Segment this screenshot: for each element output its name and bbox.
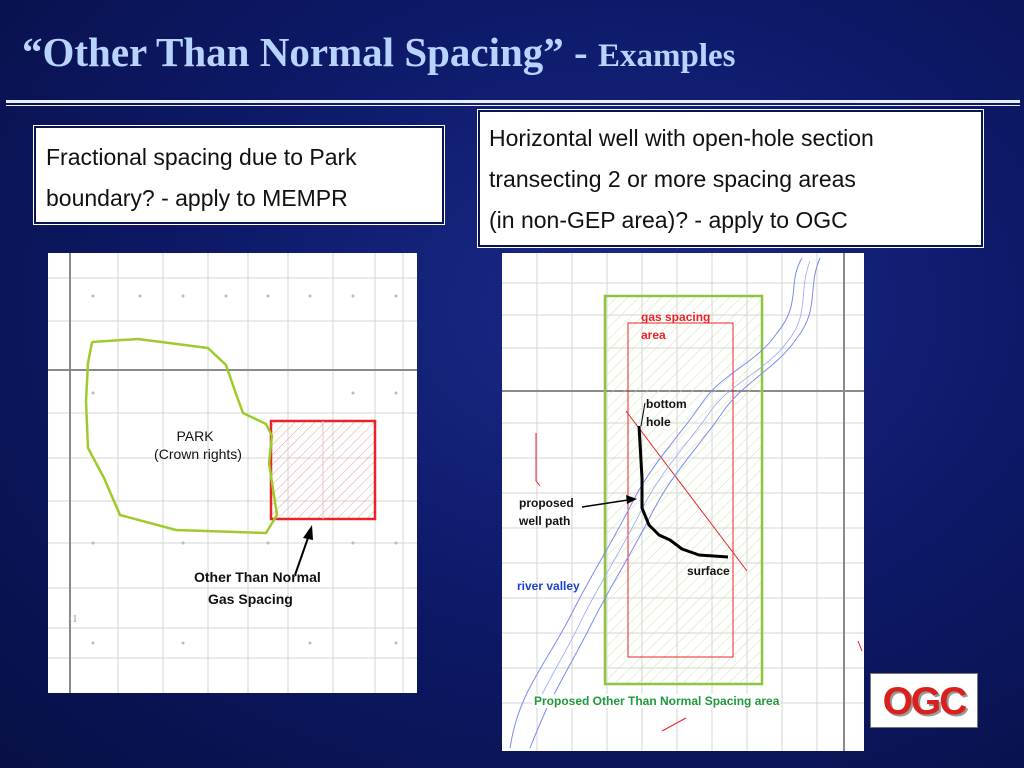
spacing-pointer-arrowhead bbox=[303, 525, 313, 540]
title-main: “Other Than Normal Spacing” - bbox=[22, 29, 598, 75]
callout-fractional-spacing bbox=[34, 126, 444, 224]
gas-spacing-label-line-1: gas spacing bbox=[641, 310, 711, 324]
ogc-logo bbox=[870, 673, 978, 728]
callout-left-line-2: boundary? - apply to MEMPR bbox=[46, 185, 348, 211]
park-label-name: PARK bbox=[176, 428, 214, 444]
spacing-label-line-2: Gas Spacing bbox=[208, 591, 293, 607]
callout-right-line-2: transecting 2 or more spacing areas bbox=[489, 166, 856, 192]
slide-title bbox=[22, 29, 736, 75]
park-label bbox=[154, 427, 242, 463]
park-label-rights: (Crown rights) bbox=[154, 446, 242, 462]
well-path-label-line-2: well path bbox=[519, 514, 571, 528]
gas-spacing-label bbox=[641, 308, 710, 344]
ogc-logo-text: OGC bbox=[882, 680, 966, 723]
bottom-hole-label bbox=[646, 395, 687, 431]
map-corner-number: 11 bbox=[67, 613, 78, 625]
title-sub: Examples bbox=[597, 38, 736, 74]
surface-label: surface bbox=[687, 564, 730, 578]
callout-right-line-1: Horizontal well with open-hole section bbox=[489, 125, 874, 151]
park-map-graphic bbox=[48, 253, 417, 693]
bottom-hole-label-line-2: hole bbox=[646, 415, 671, 429]
park-boundary-map bbox=[48, 253, 417, 693]
callout-left-line-1: Fractional spacing due to Park bbox=[46, 144, 357, 170]
title-divider bbox=[6, 100, 1020, 103]
well-path-label bbox=[519, 494, 574, 530]
horizontal-well-map bbox=[502, 253, 864, 751]
well-path-label-line-1: proposed bbox=[519, 496, 574, 510]
callout-horizontal-well bbox=[478, 110, 983, 247]
spacing-area-label bbox=[194, 566, 321, 610]
callout-right-line-3: (in non-GEP area)? - apply to OGC bbox=[489, 207, 848, 233]
gas-spacing-label-line-2: area bbox=[641, 328, 666, 342]
proposed-area-label: Proposed Other Than Normal Spacing area bbox=[534, 694, 780, 708]
bottom-hole-label-line-1: bottom bbox=[646, 397, 687, 411]
river-valley-label: river valley bbox=[517, 579, 580, 593]
proposed-spacing-area bbox=[605, 296, 762, 684]
title-divider-thin bbox=[6, 105, 1020, 106]
spacing-label-line-1: Other Than Normal bbox=[194, 569, 321, 585]
